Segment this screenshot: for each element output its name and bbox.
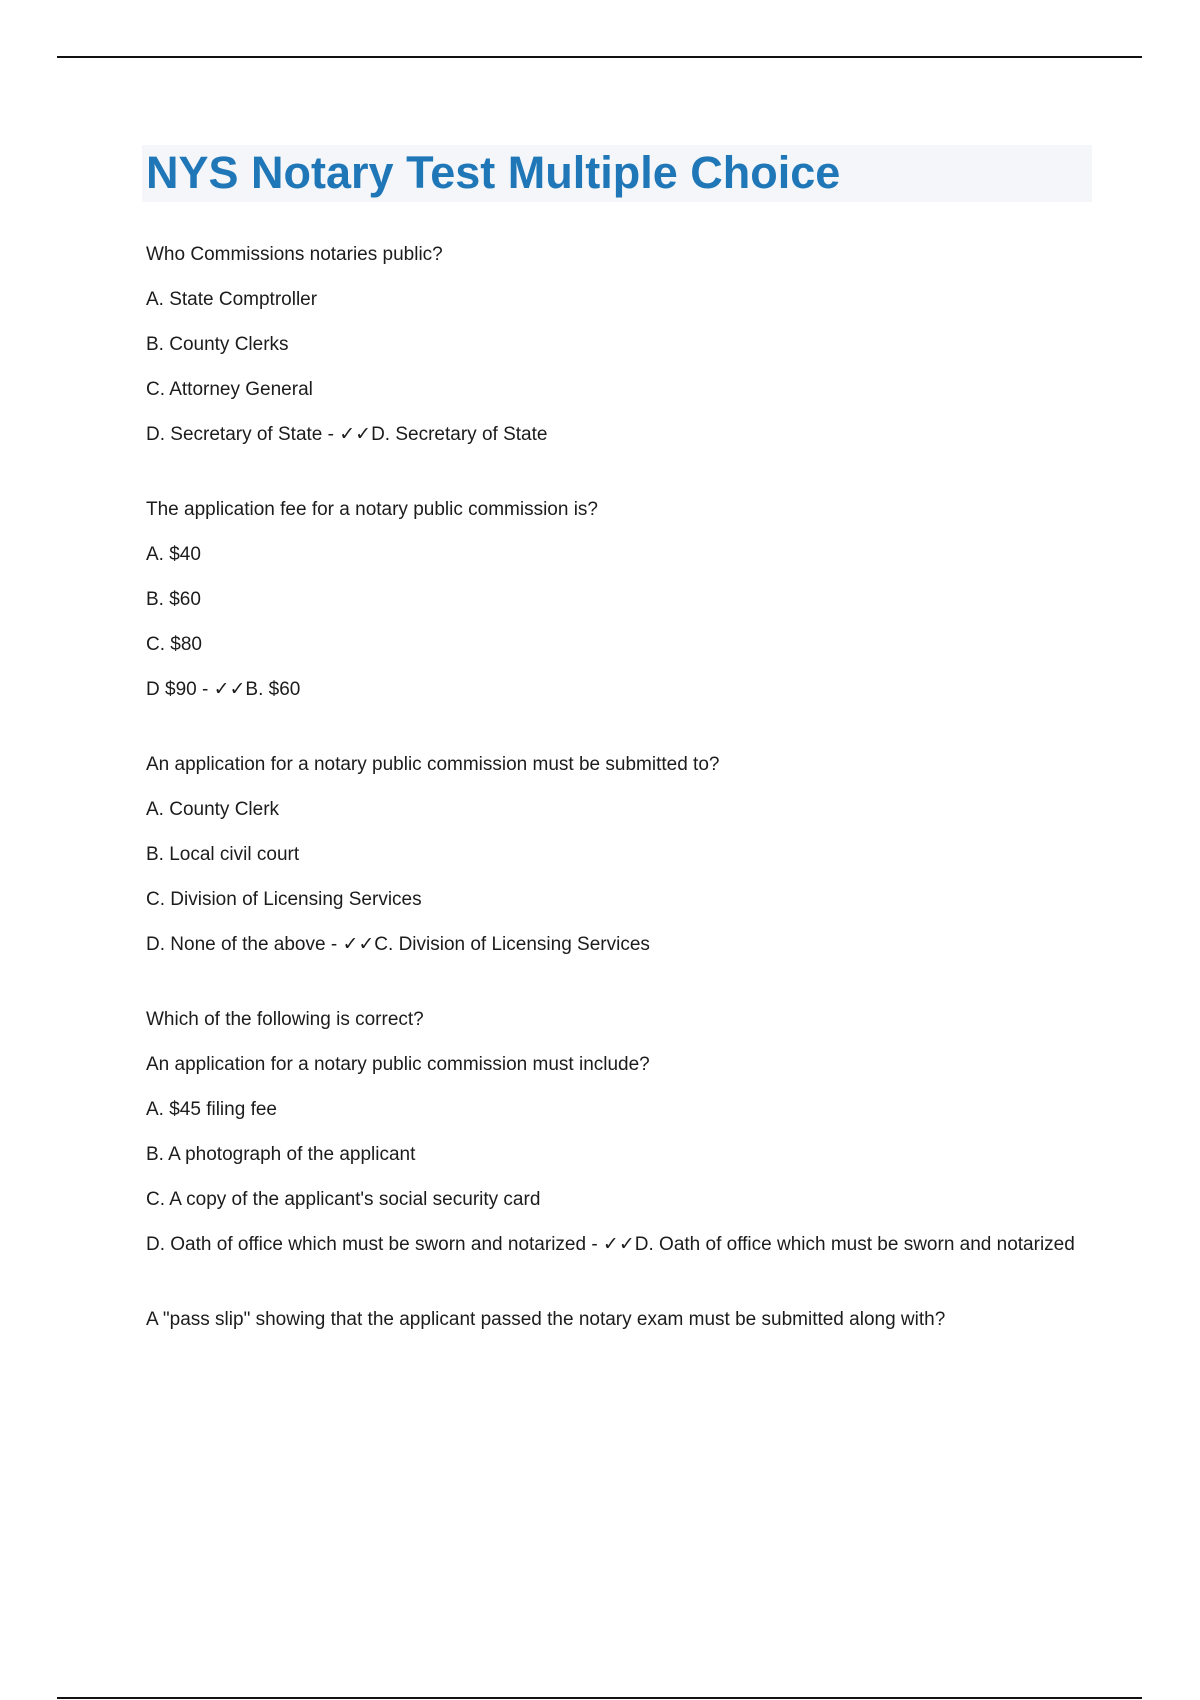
answer-option: B. A photograph of the applicant	[146, 1144, 416, 1165]
bottom-rule	[57, 1697, 1142, 1699]
question-list	[146, 240, 1086, 1380]
question-block-2	[146, 495, 1086, 705]
answer-option: A. State Comptroller	[146, 289, 318, 310]
question-prompt: The application fee for a notary public commission is?	[146, 499, 599, 520]
answer-option: C. A copy of the applicant's social security card	[146, 1189, 541, 1210]
question-prompt: An application for a notary public commission must be submitted to?	[146, 754, 720, 775]
answer-option: B. County Clerks	[146, 334, 289, 355]
answer-option: A. County Clerk	[146, 799, 280, 820]
answer-option-with-key: D. Oath of office which must be sworn and notarized - ✓✓D. Oath of office which must be sworn and notarized	[146, 1234, 1075, 1255]
answer-option-with-key: D. None of the above - ✓✓C. Division of Licensing Services	[146, 934, 650, 955]
top-rule	[57, 56, 1142, 58]
question-block-5	[146, 1305, 1086, 1335]
answer-option-with-key: D. Secretary of State - ✓✓D. Secretary of State	[146, 424, 548, 445]
answer-option: A. $45 filing fee	[146, 1099, 277, 1120]
question-block-1	[146, 240, 1086, 450]
answer-option-with-key: D $90 - ✓✓B. $60	[146, 679, 301, 700]
answer-option: B. Local civil court	[146, 844, 300, 865]
answer-option: C. Attorney General	[146, 379, 313, 400]
question-block-4	[146, 1005, 1086, 1260]
question-block-3	[146, 750, 1086, 960]
answer-option: B. $60	[146, 589, 201, 610]
answer-option: A. $40	[146, 544, 201, 565]
question-prompt: Who Commissions notaries public?	[146, 244, 443, 265]
page-title: NYS Notary Test Multiple Choice	[146, 147, 841, 198]
question-prompt: A "pass slip" showing that the applicant passed the notary exam must be submitted along with?	[146, 1309, 946, 1330]
answer-option: C. $80	[146, 634, 202, 655]
question-prompt-continued: An application for a notary public commission must include?	[146, 1054, 650, 1075]
question-prompt: Which of the following is correct?	[146, 1009, 424, 1030]
answer-option: C. Division of Licensing Services	[146, 889, 422, 910]
